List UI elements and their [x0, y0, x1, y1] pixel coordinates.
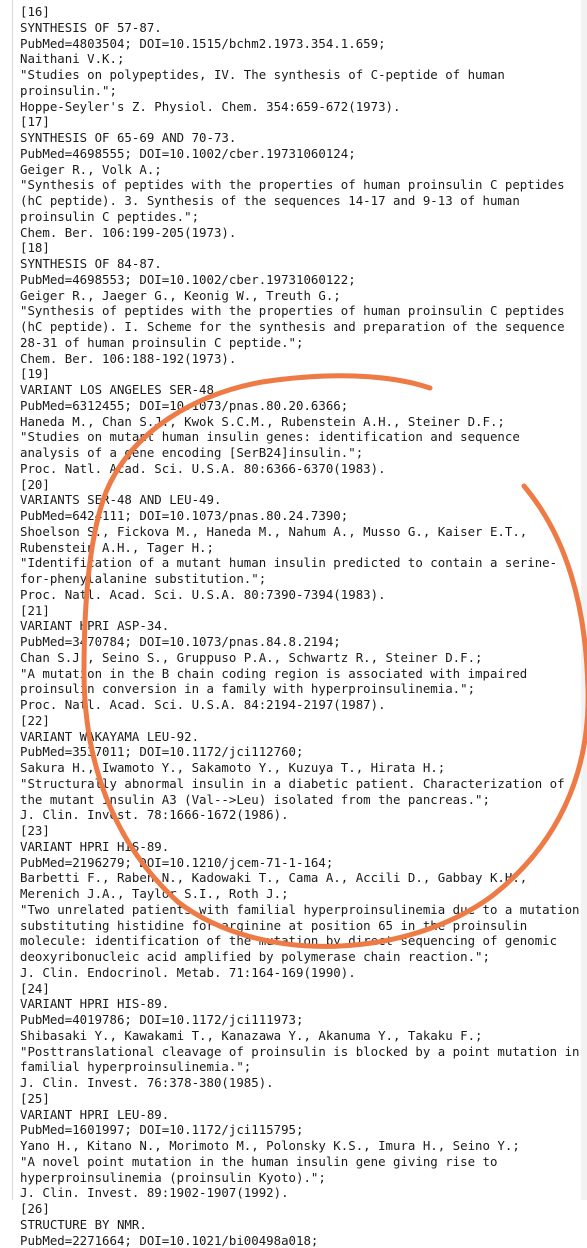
document-line: [21] — [20, 603, 587, 619]
document-line: "Studies on mutant human insulin genes: identification and sequence — [20, 429, 587, 445]
document-left-margin — [0, 0, 13, 1200]
document-line: Geiger R., Volk A.; — [20, 162, 587, 178]
document-line: molecule: identification of the mutation by direct sequencing of genomic — [20, 933, 587, 949]
document-line: "Synthesis of peptides with the properties of human proinsulin C peptides — [20, 303, 587, 319]
document-line: "Two unrelated patients with familial hyperproinsulinemia due to a mutation — [20, 902, 587, 918]
document-line: "Posttranslational cleavage of proinsulin is blocked by a point mutation in — [20, 1044, 587, 1060]
document-line: PubMed=2196279; DOI=10.1210/jcem-71-1-164; — [20, 855, 587, 871]
document-line: VARIANT HPRI ASP-34. — [20, 618, 587, 634]
document-line: [17] — [20, 114, 587, 130]
document-line: VARIANT WAKAYAMA LEU-92. — [20, 729, 587, 745]
document-line: proinsulin C peptides."; — [20, 209, 587, 225]
document-line: [18] — [20, 240, 587, 256]
document-line: PubMed=4019786; DOI=10.1172/jci111973; — [20, 1012, 587, 1028]
document-line: J. Clin. Invest. 89:1902-1907(1992). — [20, 1185, 587, 1201]
document-line: Sakura H., Iwamoto Y., Sakamoto Y., Kuzuya T., Hirata H.; — [20, 760, 587, 776]
document-line: PubMed=6312455; DOI=10.1073/pnas.80.20.6366; — [20, 398, 587, 414]
reference-list — [20, 4, 587, 1248]
document-line: SYNTHESIS OF 84-87. — [20, 256, 587, 272]
document-line: PubMed=3537011; DOI=10.1172/jci112760; — [20, 744, 587, 760]
document-line: VARIANT LOS ANGELES SER-48. — [20, 382, 587, 398]
document-line: J. Clin. Endocrinol. Metab. 71:164-169(1990). — [20, 965, 587, 981]
document-line: Shoelson S., Fickova M., Haneda M., Nahum A., Musso G., Kaiser E.T., — [20, 524, 587, 540]
document-line: VARIANTS SER-48 AND LEU-49. — [20, 492, 587, 508]
document-line: "Structurally abnormal insulin in a diabetic patient. Characterization of — [20, 776, 587, 792]
document-line: STRUCTURE BY NMR. — [20, 1217, 587, 1233]
scrollbar[interactable] — [581, 0, 587, 1200]
document-line: proinsulin."; — [20, 83, 587, 99]
document-line: [26] — [20, 1201, 587, 1217]
document-line: VARIANT HPRI HIS-89. — [20, 996, 587, 1012]
document-line: PubMed=4698553; DOI=10.1002/cber.19731060122; — [20, 272, 587, 288]
document-line: VARIANT HPRI LEU-89. — [20, 1107, 587, 1123]
document-line: Chan S.J., Seino S., Gruppuso P.A., Schwartz R., Steiner D.F.; — [20, 650, 587, 666]
document-line: Shibasaki Y., Kawakami T., Kanazawa Y., Akanuma Y., Takaku F.; — [20, 1028, 587, 1044]
document-line: "Synthesis of peptides with the properties of human proinsulin C peptides — [20, 177, 587, 193]
document-line: Chem. Ber. 106:188-192(1973). — [20, 351, 587, 367]
document-line: [16] — [20, 4, 587, 20]
document-line: deoxyribonucleic acid amplified by polymerase chain reaction."; — [20, 949, 587, 965]
document-line: Proc. Natl. Acad. Sci. U.S.A. 80:6366-6370(1983). — [20, 461, 587, 477]
document-line: PubMed=6424111; DOI=10.1073/pnas.80.24.7390; — [20, 508, 587, 524]
document-line: Rubenstein A.H., Tager H.; — [20, 540, 587, 556]
document-line: "A novel point mutation in the human insulin gene giving rise to — [20, 1154, 587, 1170]
document-line: (hC peptide). 3. Synthesis of the sequences 14-17 and 9-13 of human — [20, 193, 587, 209]
document-line: Yano H., Kitano N., Morimoto M., Polonsky K.S., Imura H., Seino Y.; — [20, 1138, 587, 1154]
document-line: Barbetti F., Raben N., Kadowaki T., Cama A., Accili D., Gabbay K.H., — [20, 870, 587, 886]
document-line: (hC peptide). I. Scheme for the synthesis and preparation of the sequence — [20, 319, 587, 335]
document-line: "Studies on polypeptides, IV. The synthesis of C-peptide of human — [20, 67, 587, 83]
document-line: "A mutation in the B chain coding region is associated with impaired — [20, 666, 587, 682]
document-line: [22] — [20, 713, 587, 729]
document-line: substituting histidine for arginine at position 65 in the proinsulin — [20, 918, 587, 934]
document-line: hyperproinsulinemia (proinsulin Kyoto)."; — [20, 1170, 587, 1186]
document-line: [19] — [20, 366, 587, 382]
document-line: Merenich J.A., Taylor S.I., Roth J.; — [20, 886, 587, 902]
document-line: the mutant insulin A3 (Val-->Leu) isolated from the pancreas."; — [20, 792, 587, 808]
document-line: [20] — [20, 477, 587, 493]
document-line: PubMed=3470784; DOI=10.1073/pnas.84.8.2194; — [20, 634, 587, 650]
document-line: familial hyperproinsulinemia."; — [20, 1059, 587, 1075]
document-line: Haneda M., Chan S.J., Kwok S.C.M., Rubenstein A.H., Steiner D.F.; — [20, 414, 587, 430]
document-line: J. Clin. Invest. 78:1666-1672(1986). — [20, 807, 587, 823]
document-line: PubMed=4803504; DOI=10.1515/bchm2.1973.354.1.659; — [20, 36, 587, 52]
document-line: 28-31 of human proinsulin C peptide."; — [20, 335, 587, 351]
document-line: J. Clin. Invest. 76:378-380(1985). — [20, 1075, 587, 1091]
document-line: Proc. Natl. Acad. Sci. U.S.A. 84:2194-2197(1987). — [20, 697, 587, 713]
document-line: Naithani V.K.; — [20, 51, 587, 67]
document-line: [23] — [20, 823, 587, 839]
document-line: VARIANT HPRI HIS-89. — [20, 839, 587, 855]
document-line: SYNTHESIS OF 65-69 AND 70-73. — [20, 130, 587, 146]
document-line: analysis of a gene encoding [SerB24]insulin."; — [20, 445, 587, 461]
document-line: Proc. Natl. Acad. Sci. U.S.A. 80:7390-7394(1983). — [20, 587, 587, 603]
document-line: Chem. Ber. 106:199-205(1973). — [20, 225, 587, 241]
document-line: PubMed=1601997; DOI=10.1172/jci115795; — [20, 1122, 587, 1138]
document-line: "Identification of a mutant human insulin predicted to contain a serine- — [20, 555, 587, 571]
document-line: Geiger R., Jaeger G., Keonig W., Treuth G.; — [20, 288, 587, 304]
document-line: [25] — [20, 1091, 587, 1107]
document-line: Hoppe-Seyler's Z. Physiol. Chem. 354:659-672(1973). — [20, 99, 587, 115]
document-line: for-phenylalanine substitution."; — [20, 571, 587, 587]
document-line: PubMed=4698555; DOI=10.1002/cber.19731060124; — [20, 146, 587, 162]
document-line: PubMed=2271664; DOI=10.1021/bi00498a018; — [20, 1233, 587, 1248]
document-line: SYNTHESIS OF 57-87. — [20, 20, 587, 36]
document-line: [24] — [20, 981, 587, 997]
document-line: proinsulin conversion in a family with hyperproinsulinemia."; — [20, 681, 587, 697]
